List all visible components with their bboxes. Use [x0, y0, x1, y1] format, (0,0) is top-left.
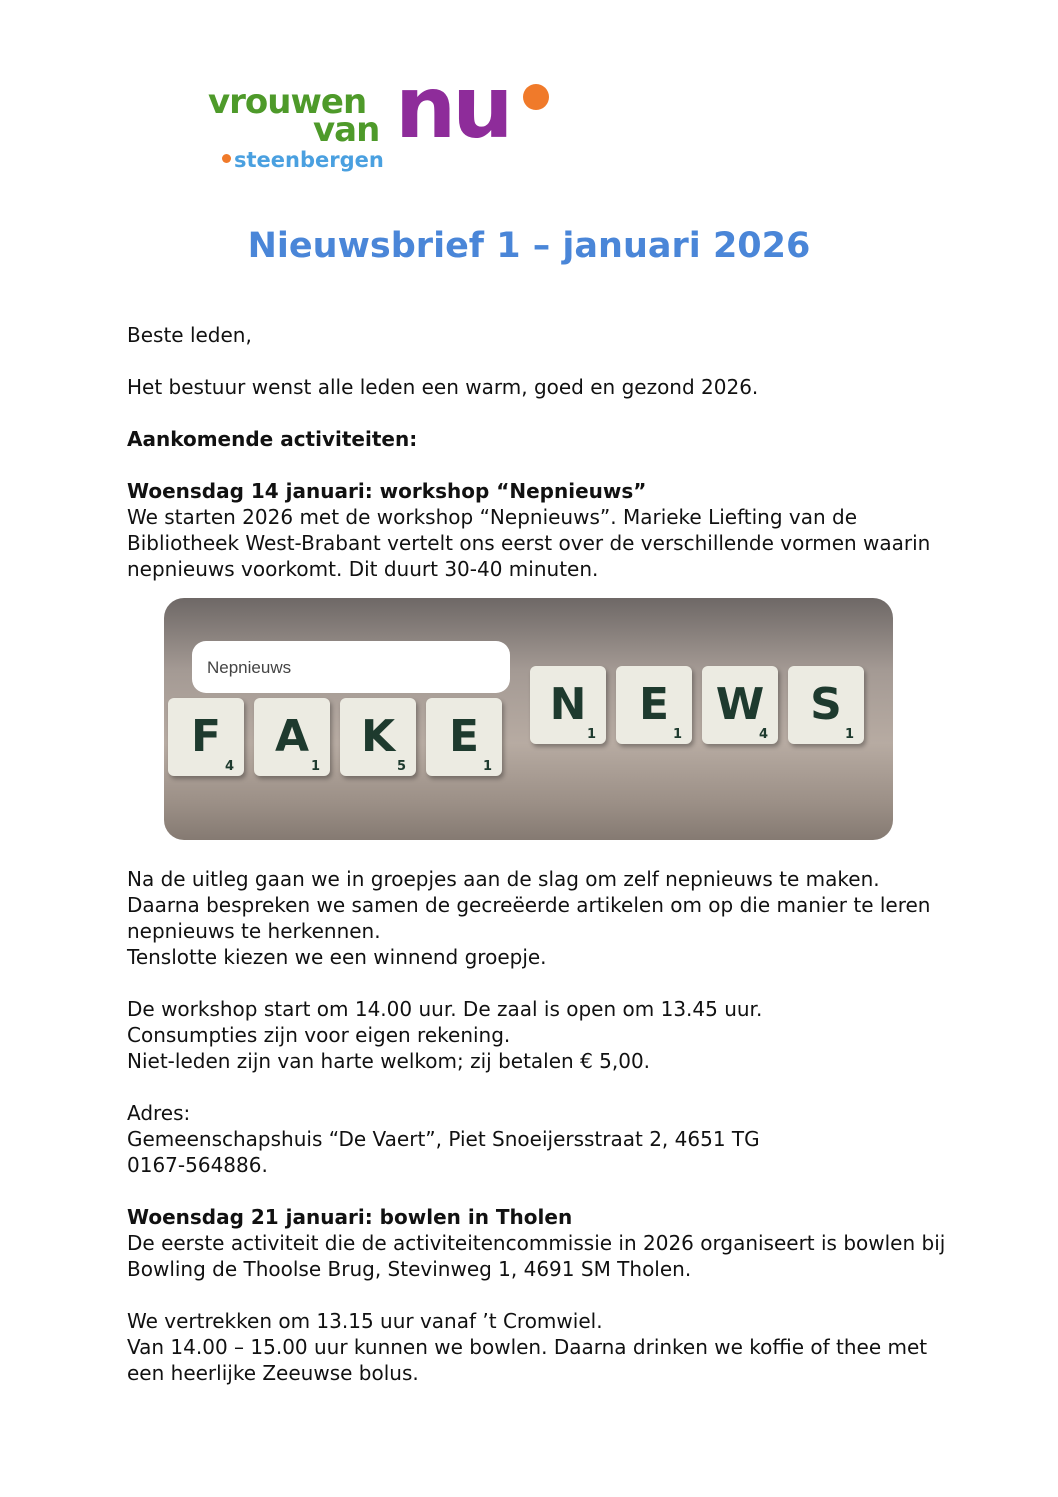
logo-city: steenbergen — [234, 148, 384, 172]
event2-intro: De eerste activiteit die de activiteitencommissie in 2026 organiseert is bowlen bij Bowling de Thoolse Brug, Stevinweg 1, 4691 SM Tholen. — [127, 1231, 946, 1281]
scrabble-tile: E 1 — [426, 698, 502, 776]
scrabble-tile: E 1 — [616, 666, 692, 744]
newsletter-body — [127, 322, 947, 1386]
text-line: Consumpties zijn voor eigen rekening. — [127, 1023, 511, 1047]
greeting: Beste leden, — [127, 323, 252, 347]
scrabble-tile: A 1 — [254, 698, 330, 776]
fake-news-image — [164, 598, 893, 840]
text-line: Na de uitleg gaan we in groepjes aan de slag om zelf nepnieuws te maken. — [127, 867, 880, 891]
search-text: Nepnieuws — [207, 658, 292, 677]
event2-para3: Van 14.00 – 15.00 uur kunnen we bowlen. Daarna drinken we koffie of thee met een heerlijke Zeeuwse bolus. — [127, 1335, 928, 1385]
logo-dot-icon — [222, 154, 231, 163]
event2-heading: Woensdag 21 januari: bowlen in Tholen — [127, 1205, 573, 1229]
scrabble-tile: S 1 — [788, 666, 864, 744]
page-title: Nieuwsbrief 1 – januari 2026 — [247, 226, 811, 266]
logo-line2: van — [313, 110, 380, 150]
phone: 0167-564886. — [127, 1153, 268, 1177]
event1-para3 — [127, 996, 947, 1074]
scrabble-tile: N 1 — [530, 666, 606, 744]
address: Gemeenschapshuis “De Vaert”, Piet Snoeijersstraat 2, 4651 TG — [127, 1127, 760, 1151]
text-line: Niet-leden zijn van harte welkom; zij betalen € 5,00. — [127, 1049, 651, 1073]
text-line: Daarna bespreken we samen de gecreëerde artikelen om op die manier te leren nepnieuws te herkennen. — [127, 893, 931, 943]
wish: Het bestuur wenst alle leden een warm, goed en gezond 2026. — [127, 375, 759, 399]
event1-heading: Woensdag 14 januari: workshop “Nepnieuws” — [127, 479, 647, 503]
logo-badge-icon — [523, 84, 549, 110]
event1-para2 — [127, 866, 947, 970]
event2-para2: We vertrekken om 13.15 uur vanaf ’t Cromwiel. — [127, 1309, 603, 1333]
scrabble-tile: F 4 — [168, 698, 244, 776]
text-line: De workshop start om 14.00 uur. De zaal is open om 13.45 uur. — [127, 997, 763, 1021]
section-heading: Aankomende activiteiten: — [127, 427, 418, 451]
logo-line1: vrouwen — [208, 82, 367, 122]
search-bar-graphic — [192, 641, 510, 693]
event1-intro: We starten 2026 met de workshop “Nepnieuws”. Marieke Liefting van de Bibliotheek West-Brabant vertelt ons eerst over de verschillende vormen waarin nepnieuws voorkomt. Dit duurt 30-40 minuten. — [127, 505, 931, 581]
logo — [205, 58, 555, 180]
logo-brand: nu — [395, 58, 510, 158]
text-line: Tenslotte kiezen we een winnend groepje. — [127, 945, 547, 969]
scrabble-tile: W 4 — [702, 666, 778, 744]
scrabble-tile: K 5 — [340, 698, 416, 776]
address-label: Adres: — [127, 1101, 191, 1125]
